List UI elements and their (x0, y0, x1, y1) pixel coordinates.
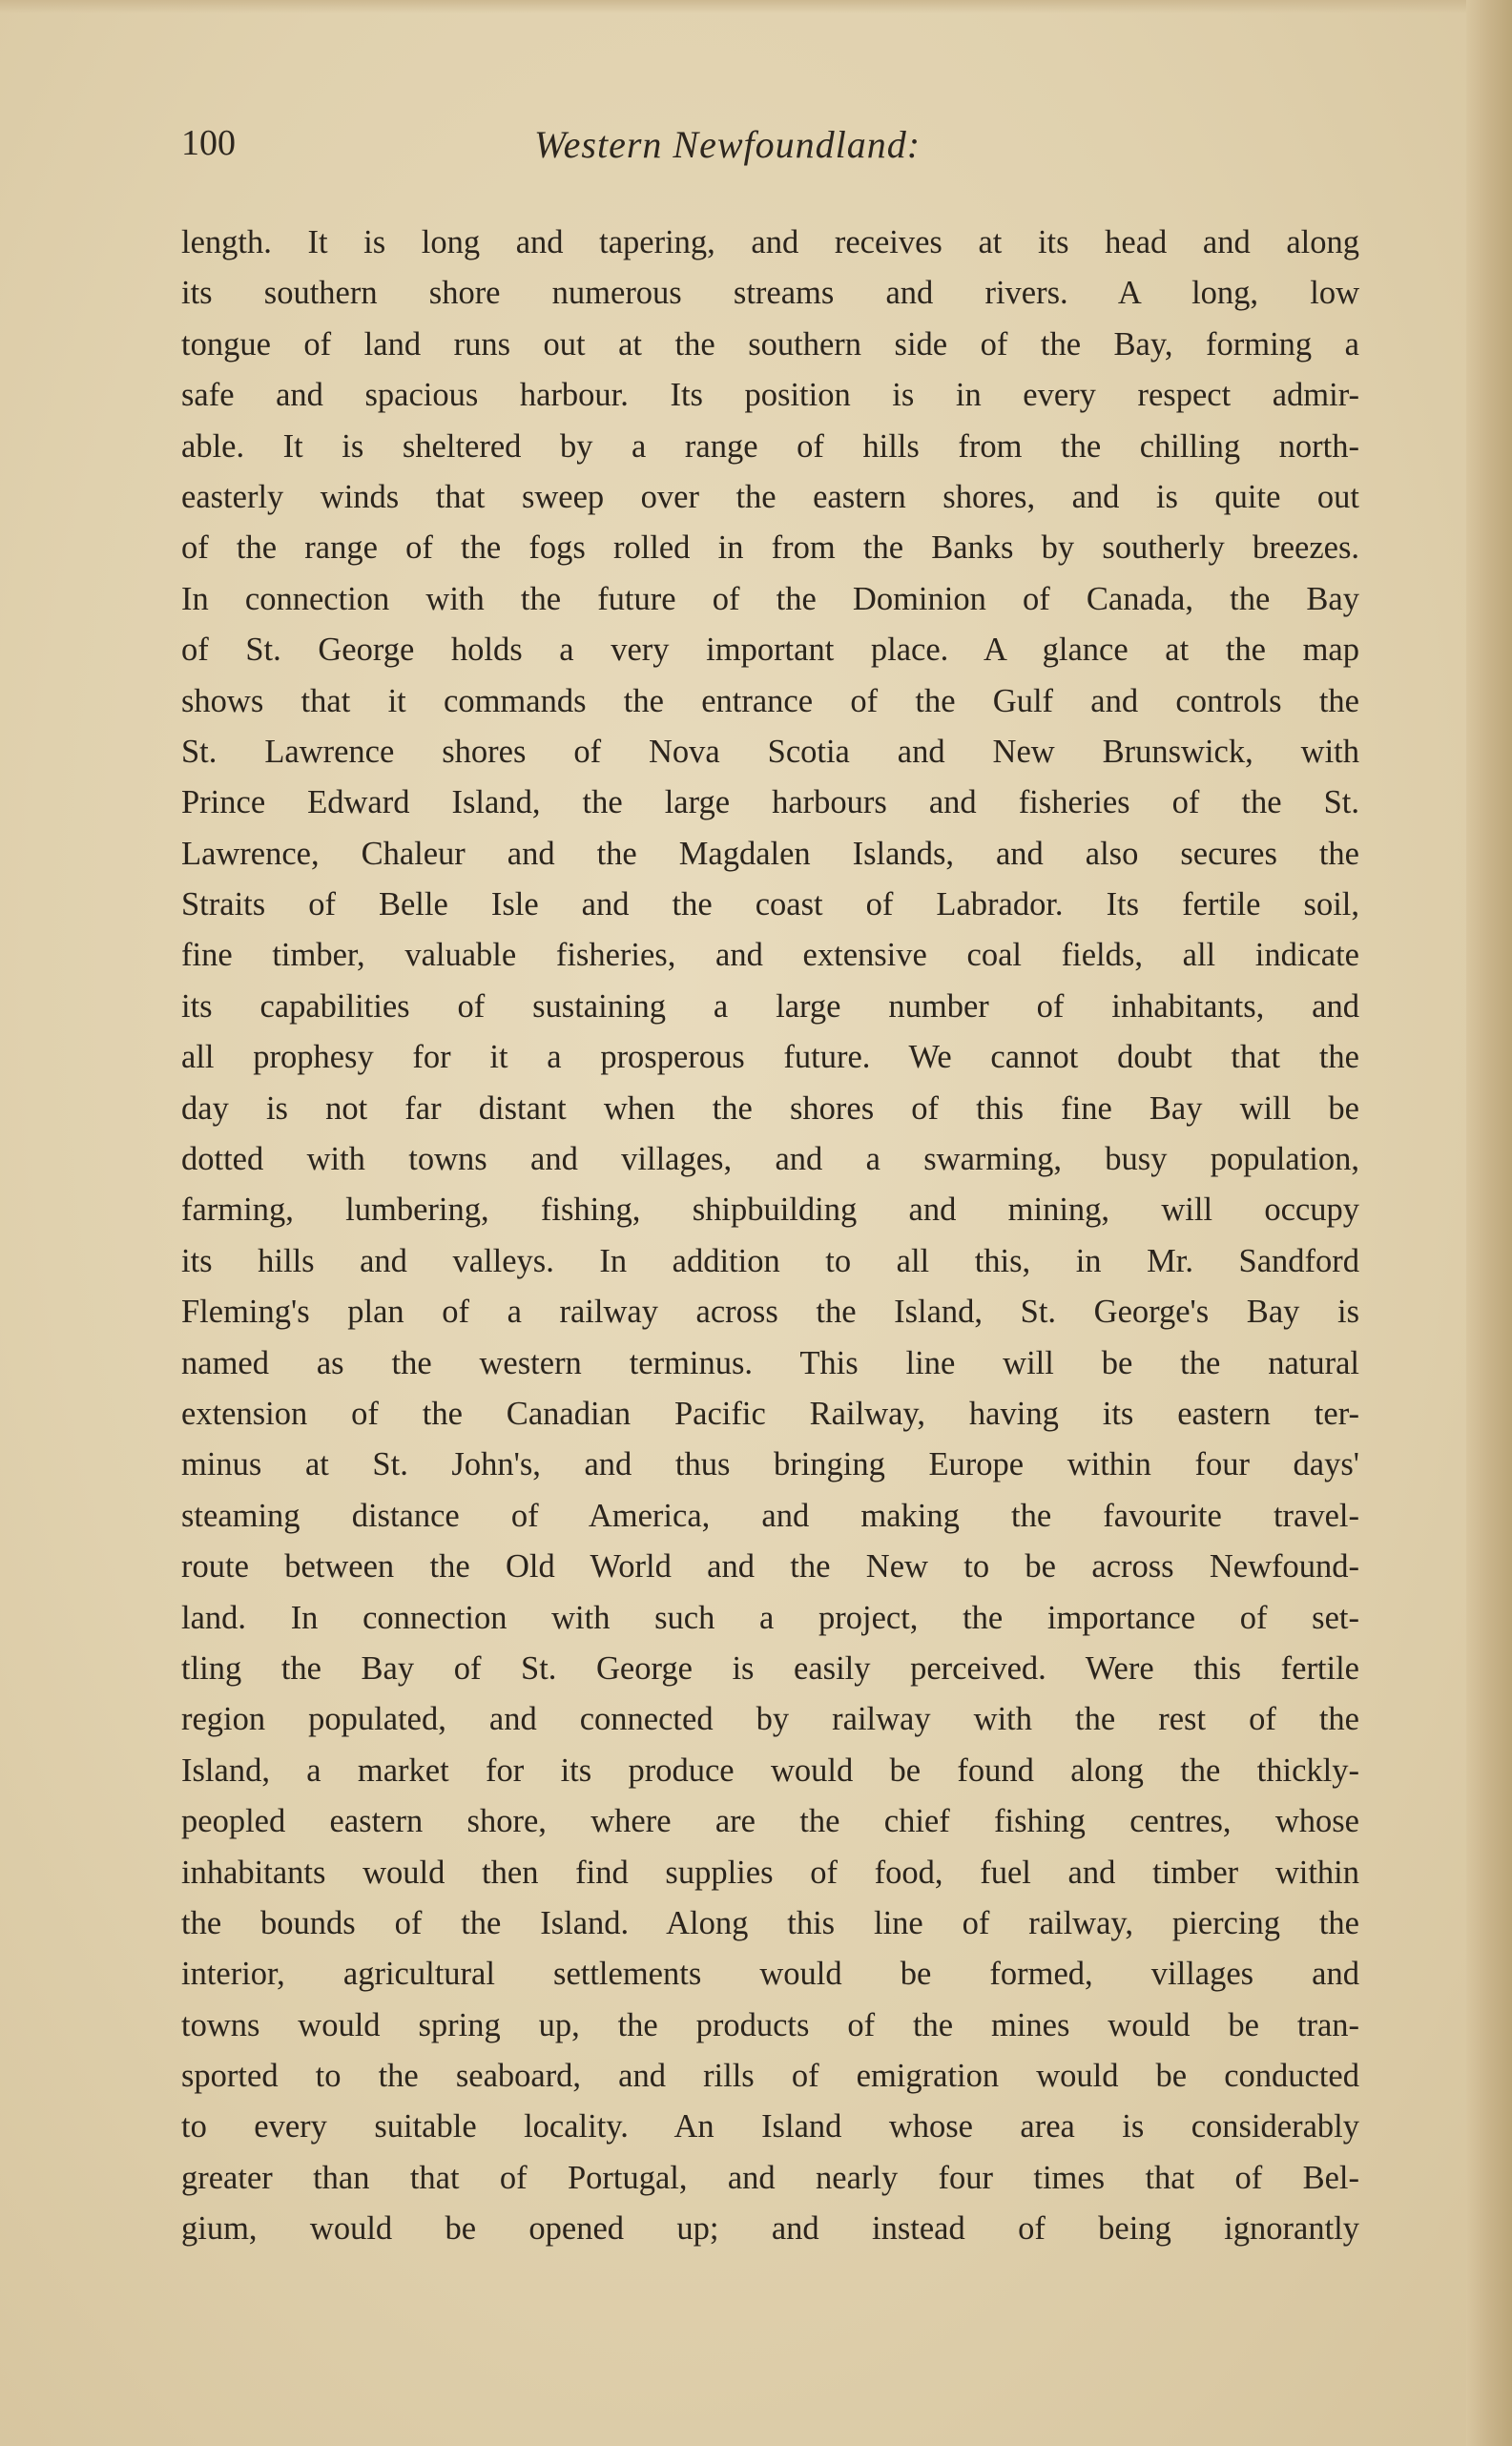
text-line: easterly winds that sweep over the eastern shores, and is quite out (181, 478, 1359, 515)
body-text (181, 218, 1359, 2255)
text-line: sported to the seaboard, and rills of emigration would be conducted (181, 2058, 1359, 2095)
text-line: able. It is sheltered by a range of hills from the chilling north- (181, 427, 1359, 465)
text-line: In connection with the future of the Dominion of Canada, the Bay (181, 580, 1359, 617)
text-line: route between the Old World and the New to be across Newfound- (181, 1548, 1359, 1586)
text-line: its southern shore numerous streams and rivers. A long, low (181, 275, 1359, 312)
text-line: its capabilities of sustaining a large number of inhabitants, and (181, 987, 1359, 1025)
text-line: Prince Edward Island, the large harbours and fisheries of the St. (181, 784, 1359, 821)
text-line: interior, agricultural settlements would be formed, villages and (181, 1956, 1359, 1993)
text-line: all prophesy for it a prosperous future. We cannot doubt that the (181, 1039, 1359, 1076)
text-line: minus at St. John's, and thus bringing Europe within four days' (181, 1446, 1359, 1483)
text-line: the bounds of the Island. Along this line of railway, piercing the (181, 1904, 1359, 1941)
page-top-shadow (0, 0, 1512, 13)
text-line: peopled eastern shore, where are the chief fishing centres, whose (181, 1803, 1359, 1840)
page-gutter-edge (1466, 0, 1512, 2446)
text-line: gium, would be opened up; and instead of being ignorantly (181, 2210, 1359, 2248)
text-line: its hills and valleys. In addition to all this, in Mr. Sandford (181, 1242, 1359, 1279)
text-line: Lawrence, Chaleur and the Magdalen Islands, and also secures the (181, 835, 1359, 872)
text-line: tongue of land runs out at the southern side of the Bay, forming a (181, 325, 1359, 363)
text-line: Straits of Belle Isle and the coast of Labrador. Its fertile soil, (181, 886, 1359, 923)
text-line: safe and spacious harbour. Its position is in every respect admir- (181, 377, 1359, 414)
text-line: extension of the Canadian Pacific Railway, having its eastern ter- (181, 1395, 1359, 1432)
text-line: to every suitable locality. An Island whose area is considerably (181, 2108, 1359, 2145)
text-line: length. It is long and tapering, and receives at its head and along (181, 224, 1359, 260)
text-line: of the range of the fogs rolled in from the Banks by southerly breezes. (181, 529, 1359, 567)
text-line: farming, lumbering, fishing, shipbuilding and mining, will occupy (181, 1192, 1359, 1229)
text-line: named as the western terminus. This line will be the natural (181, 1344, 1359, 1381)
page-header (181, 122, 1355, 179)
text-line: inhabitants would then find supplies of food, fuel and timber within (181, 1854, 1359, 1891)
text-line: dotted with towns and villages, and a swarming, busy population, (181, 1141, 1359, 1178)
text-line: Fleming's plan of a railway across the Island, St. George's Bay is (181, 1294, 1359, 1331)
text-line: towns would spring up, the products of the mines would be tran- (181, 2006, 1359, 2043)
text-line: St. Lawrence shores of Nova Scotia and New Brunswick, with (181, 733, 1359, 770)
text-line: fine timber, valuable fisheries, and extensive coal fields, all indicate (181, 937, 1359, 974)
text-line: region populated, and connected by railway with the rest of the (181, 1701, 1359, 1738)
text-line: of St. George holds a very important place. A glance at the map (181, 632, 1359, 669)
text-line: greater than that of Portugal, and nearly four times that of Bel- (181, 2159, 1359, 2196)
text-line: land. In connection with such a project, the importance of set- (181, 1599, 1359, 1636)
text-line: steaming distance of America, and making the favourite travel- (181, 1497, 1359, 1534)
page-number: 100 (181, 123, 236, 163)
text-line: shows that it commands the entrance of the Gulf and controls the (181, 682, 1359, 719)
text-line: Island, a market for its produce would be found along the thickly- (181, 1752, 1359, 1789)
text-line: tling the Bay of St. George is easily perceived. Were this fertile (181, 1649, 1359, 1687)
running-head: Western Newfoundland: (534, 123, 922, 166)
text-line: day is not far distant when the shores of this fine Bay will be (181, 1089, 1359, 1127)
